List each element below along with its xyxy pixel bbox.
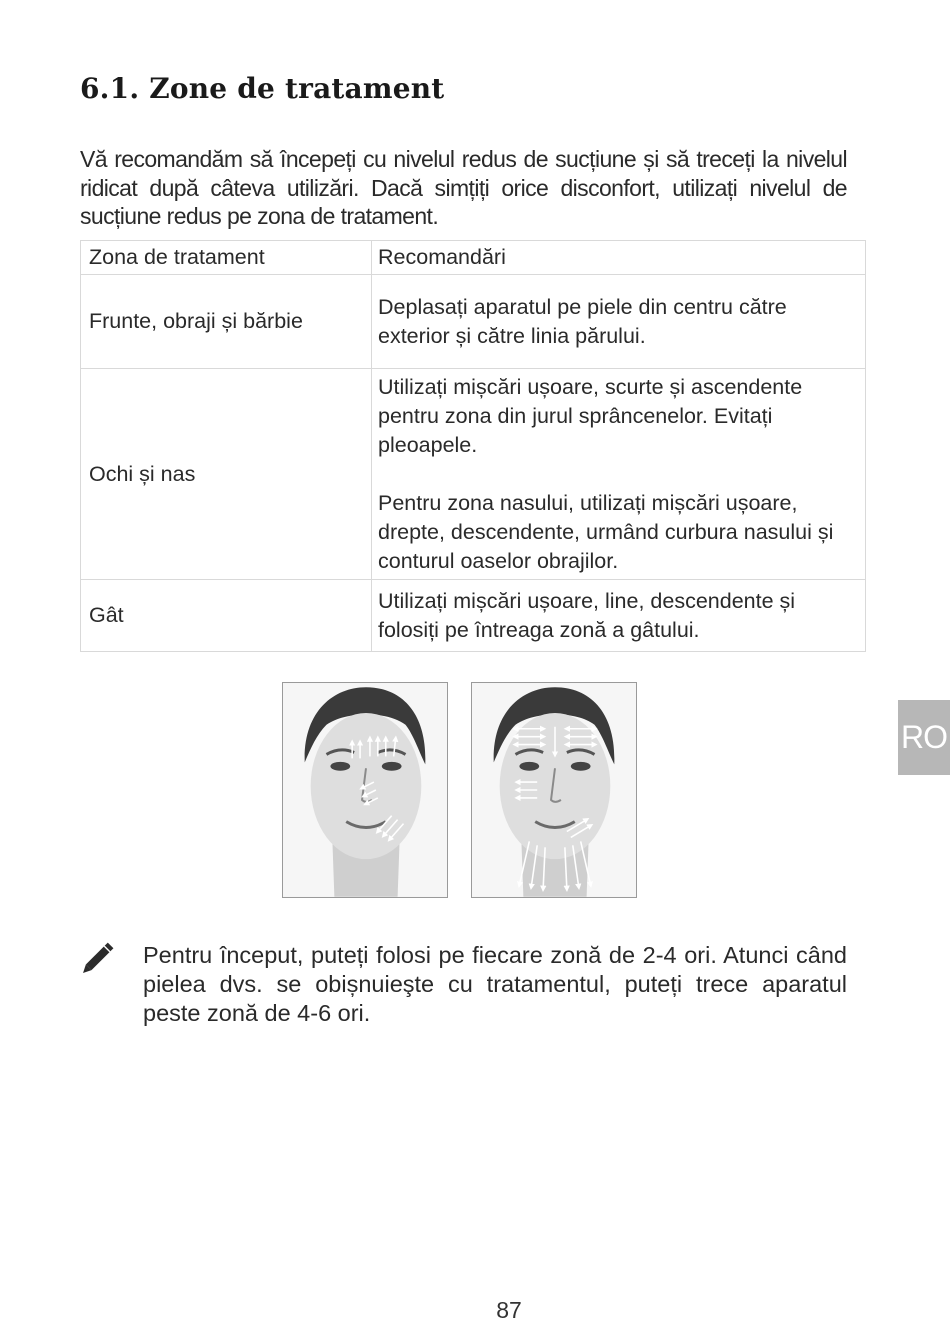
zone-cell: Frunte, obraji și bărbie	[81, 275, 372, 369]
recommendation-text: Utilizați mișcări ușoare, scurte și ascendente pentru zona din jurul sprâncenelor. Evitați pleoapele.	[378, 374, 803, 457]
treatment-zones-table	[80, 240, 866, 652]
page-number: 87	[496, 1297, 522, 1323]
recommendation-text: Pentru zona nasului, utilizați mișcări ușoare, drepte, descendente, urmând curbura nasului și conturul oaselor obrajilor.	[378, 490, 834, 573]
face-illustration-right	[472, 683, 636, 897]
language-tab: RO	[898, 700, 950, 775]
intro-paragraph: Vă recomandăm să începeți cu nivelul redus de sucțiune și să treceți la nivelul ridicat după câteva utilizări. Dacă simțiți orice disconfort, utilizați nivelul de sucțiune redus pe zona de tratament.	[80, 146, 847, 229]
table-row	[81, 580, 866, 652]
recommendation-text: Deplasați aparatul pe piele din centru către exterior și către linia părului.	[378, 294, 787, 348]
section-heading: 6.1. Zone de tratament	[80, 72, 445, 105]
note-text: Pentru început, puteți folosi pe fiecare zonă de 2-4 ori. Atunci când pielea dvs. se obișnuieşte cu tratamentul, puteți trece aparatul peste zonă de 4-6 ori.	[143, 942, 847, 1026]
pencil-icon	[80, 936, 120, 976]
recommendation-cell	[372, 580, 866, 652]
table-header-row	[81, 241, 866, 275]
table-row	[81, 275, 866, 369]
face-illustration-left	[283, 683, 447, 897]
recommendation-cell	[372, 369, 866, 580]
table-row	[81, 369, 866, 580]
recommendation-text: Utilizați mișcări ușoare, line, descendente și folosiți pe întreaga zonă a gâtului.	[378, 588, 796, 642]
zone-cell: Ochi și nas	[81, 369, 372, 580]
zone-cell: Gât	[81, 580, 372, 652]
recommendation-cell	[372, 275, 866, 369]
header-zone: Zona de tratament	[81, 241, 372, 275]
header-recommendations: Recomandări	[372, 241, 866, 275]
face-diagram-left	[282, 682, 448, 898]
face-diagram-right	[471, 682, 637, 898]
